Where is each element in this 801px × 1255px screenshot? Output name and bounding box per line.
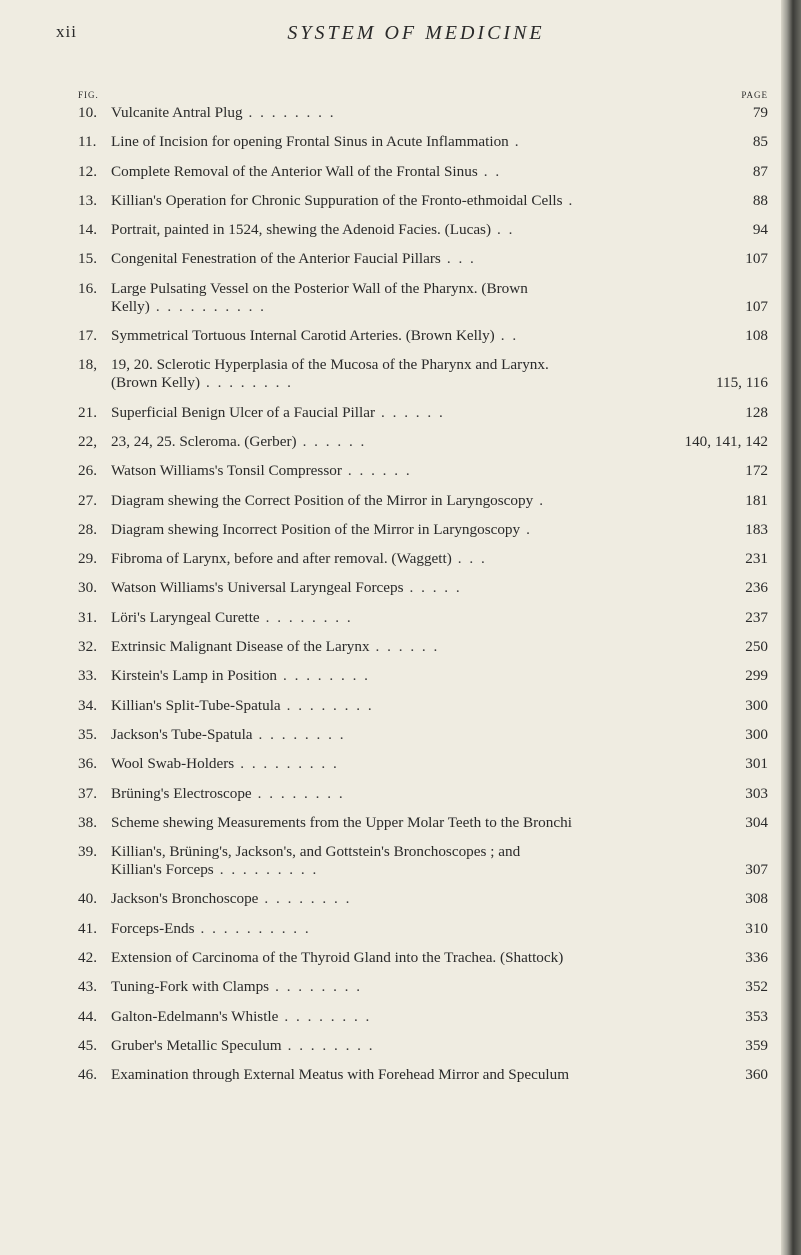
page-reference: 310: [745, 919, 768, 937]
entry-title-line: Line of Incision for opening Frontal Sinus in Acute Inflammation: [111, 133, 509, 151]
book-spine-edge: [781, 0, 801, 1255]
figure-number: 14.: [78, 221, 97, 239]
leader-dots: . . . . . .: [302, 432, 367, 450]
list-item: [78, 755, 768, 773]
page-reference: 307: [745, 861, 768, 879]
list-item: [78, 521, 768, 539]
page-reference: 85: [752, 133, 768, 151]
entry-title-line: Jackson's Tube-Spatula: [111, 725, 253, 743]
entry-title-line: Complete Removal of the Anterior Wall of the Frontal Sinus: [111, 162, 478, 180]
list-item: [78, 697, 768, 715]
figure-number: 17.: [78, 327, 97, 345]
entry-title-line: Forceps-Ends: [111, 919, 195, 937]
entry-title: [111, 1037, 710, 1055]
entry-title: [111, 104, 710, 122]
page-reference: 79: [752, 104, 768, 121]
entry-title-line: Diagram shewing Incorrect Position of the Mirror in Laryngoscopy: [111, 520, 521, 538]
figure-number: 32.: [78, 638, 97, 656]
list-item: [78, 221, 768, 239]
entry-title: [111, 133, 710, 151]
page-reference: 183: [745, 520, 768, 538]
leader-dots: . . .: [457, 550, 487, 568]
entry-title: [111, 949, 710, 967]
figure-number: 39.: [78, 843, 97, 861]
list-item: [78, 978, 768, 996]
page-reference: 88: [752, 191, 768, 209]
list-item: [78, 192, 768, 210]
entry-title-line: Extension of Carcinoma of the Thyroid Gland into the Trachea. (Shattock): [111, 949, 564, 967]
list-item: [78, 492, 768, 510]
entry-title-line: Wool Swab-Holders: [111, 755, 235, 773]
leader-dots: . . . . . . . .: [206, 374, 293, 392]
leader-dots: . . . . . . . . . .: [155, 297, 266, 315]
page-reference: 107: [745, 297, 768, 315]
list-item: [78, 1066, 768, 1084]
list-item: [78, 726, 768, 744]
page-reference: 359: [745, 1036, 768, 1054]
entry-title: [111, 462, 710, 480]
entry-title: [111, 726, 710, 744]
leader-dots: . . . . . . . .: [248, 104, 336, 121]
entry-title-line: Vulcanite Antral Plug: [111, 104, 243, 121]
figure-number: 33.: [78, 667, 97, 685]
entry-title-line: Gruber's Metallic Speculum: [111, 1036, 282, 1054]
figure-number: 40.: [78, 890, 97, 908]
page-reference: 300: [745, 696, 768, 714]
figure-number: 30.: [78, 579, 97, 597]
figure-number: 28.: [78, 520, 97, 538]
figure-number: 41.: [78, 919, 97, 937]
figure-number: 42.: [78, 949, 97, 967]
entry-title-line: Galton-Edelmann's Whistle: [111, 1007, 279, 1025]
leader-dots: .: [539, 491, 546, 509]
page-reference: 172: [745, 462, 768, 480]
figure-number: 26.: [78, 462, 97, 480]
figure-number: 16.: [78, 279, 97, 297]
entry-title: [111, 221, 710, 239]
entry-title: [111, 579, 710, 597]
entry-title: [111, 192, 710, 210]
entry-title-line: Tuning-Fork with Clamps: [111, 978, 270, 996]
entry-title-line: Brüning's Electroscope: [111, 784, 252, 802]
entry-title: [111, 978, 710, 996]
list-item: [78, 462, 768, 480]
entry-title-line: Watson Williams's Universal Laryngeal Forceps: [111, 579, 404, 597]
list-item: [78, 949, 768, 967]
figure-number: 11.: [78, 133, 97, 151]
entry-title: [111, 521, 710, 539]
list-item: [78, 433, 768, 451]
list-item: [78, 404, 768, 422]
figure-number: 44.: [78, 1007, 97, 1025]
leader-dots: . . . . . . . .: [258, 725, 346, 743]
leader-dots: . . . . . .: [375, 638, 440, 656]
entry-title-line: Killian's Forceps: [111, 861, 214, 879]
entry-title-line: Superficial Benign Ulcer of a Faucial Pillar: [111, 403, 376, 421]
list-item: [78, 579, 768, 597]
page-reference: 108: [745, 327, 768, 345]
page-reference: 237: [745, 608, 768, 626]
figure-number: 10.: [78, 104, 97, 121]
figure-number: 18,: [78, 356, 97, 374]
entry-title: [111, 433, 710, 451]
page-reference: 300: [745, 725, 768, 743]
leader-dots: . . . . . .: [381, 403, 445, 421]
figure-number: 35.: [78, 725, 97, 743]
entry-title-line: (Brown Kelly): [111, 374, 200, 392]
leader-dots: . . . . .: [409, 579, 462, 597]
list-item: [78, 1008, 768, 1026]
list-item: [78, 163, 768, 181]
running-title: SYSTEM OF MEDICINE: [287, 22, 545, 44]
leader-dots: . .: [497, 221, 515, 239]
leader-dots: . .: [483, 162, 502, 180]
figure-number: 43.: [78, 978, 97, 996]
list-item: [78, 104, 768, 122]
entry-title: [111, 697, 710, 715]
entry-title-line: Killian's Split-Tube-Spatula: [111, 696, 281, 714]
figure-number: 46.: [78, 1066, 97, 1084]
list-item: [78, 638, 768, 656]
page-reference: 140, 141, 142: [684, 432, 768, 450]
list-item: [78, 785, 768, 803]
entry-title-line: Fibroma of Larynx, before and after removal. (Waggett): [111, 550, 452, 568]
entry-title-line: Portrait, painted in 1524, shewing the Adenoid Facies. (Lucas): [111, 221, 492, 239]
entry-title: [111, 843, 710, 879]
entry-title: [111, 250, 710, 268]
entry-title: [111, 667, 710, 685]
leader-dots: . .: [500, 327, 519, 345]
figure-number: 34.: [78, 696, 97, 714]
leader-dots: .: [526, 520, 532, 538]
page-reference: 352: [745, 978, 768, 996]
illustration-list: [78, 104, 768, 1096]
page-reference: 231: [745, 550, 768, 568]
leader-dots: . . .: [446, 250, 476, 268]
entry-title-line: Large Pulsating Vessel on the Posterior Wall of the Pharynx. (Brown: [111, 279, 528, 297]
entry-title: [111, 492, 710, 510]
figure-number: 27.: [78, 491, 97, 509]
fig-column-heading: FIG.: [78, 90, 99, 100]
page-reference: 94: [752, 221, 768, 239]
page-reference: 87: [752, 162, 768, 180]
leader-dots: . . . . . . . .: [287, 1036, 375, 1054]
page-reference: 107: [745, 250, 768, 268]
entry-title: [111, 356, 710, 392]
leader-dots: . . . . . . . .: [265, 608, 353, 626]
list-item: [78, 890, 768, 908]
list-item: [78, 1037, 768, 1055]
figure-number: 22,: [78, 432, 97, 450]
list-item: [78, 843, 768, 879]
entry-title: [111, 920, 710, 938]
entry-title: [111, 163, 710, 181]
entry-title-line: Examination through External Meatus with Forehead Mirror and Speculum: [111, 1066, 570, 1084]
list-item: [78, 356, 768, 392]
leader-dots: [572, 814, 578, 831]
entry-title: [111, 890, 710, 908]
entry-title-line: Diagram shewing the Correct Position of the Mirror in Laryngoscopy: [111, 491, 534, 509]
list-item: [78, 550, 768, 568]
leader-dots: . . . . . . . . .: [219, 861, 319, 879]
entry-title-line: Löri's Laryngeal Curette: [111, 608, 260, 626]
page-column-heading: PAGE: [741, 90, 768, 100]
leader-dots: . . . . . . . .: [264, 890, 352, 908]
leader-dots: . . . . . . . .: [275, 978, 363, 996]
page-reference: 360: [745, 1066, 768, 1084]
list-item: [78, 667, 768, 685]
entry-title-line: 23, 24, 25. Scleroma. (Gerber): [111, 432, 297, 450]
leader-dots: .: [568, 191, 575, 209]
leader-dots: . . . . . . . .: [257, 784, 345, 802]
list-item: [78, 327, 768, 345]
figure-number: 21.: [78, 403, 97, 421]
page-header: [56, 22, 776, 52]
entry-title-line: Kelly): [111, 297, 150, 315]
list-item: [78, 814, 768, 832]
leader-dots: [563, 949, 569, 966]
entry-title: [111, 1066, 710, 1084]
figure-number: 12.: [78, 162, 97, 180]
page-reference: 115, 116: [715, 374, 768, 392]
list-item: [78, 133, 768, 151]
page-reference: 250: [745, 638, 768, 656]
figure-number: 29.: [78, 550, 97, 568]
leader-dots: . . . . . . . . . .: [200, 919, 311, 937]
entry-title: [111, 327, 710, 345]
entry-title-line: Extrinsic Malignant Disease of the Larynx: [111, 638, 370, 656]
list-item: [78, 250, 768, 268]
page-reference: 304: [745, 813, 768, 831]
entry-title-line: Killian's, Brüning's, Jackson's, and Gottstein's Bronchoscopes ; and: [111, 843, 521, 861]
entry-title-line: Killian's Operation for Chronic Suppuration of the Fronto-ethmoidal Cells: [111, 191, 563, 209]
entry-title-line: Symmetrical Tortuous Internal Carotid Arteries. (Brown Kelly): [111, 327, 495, 345]
entry-title-line: Kirstein's Lamp in Position: [111, 667, 278, 685]
leader-dots: . . . . . . . . .: [240, 755, 339, 773]
entry-title: [111, 609, 710, 627]
figure-number: 13.: [78, 191, 97, 209]
figure-number: 37.: [78, 784, 97, 802]
entry-title: [111, 785, 710, 803]
entry-title: [111, 638, 710, 656]
entry-title-line: Congenital Fenestration of the Anterior Faucial Pillars: [111, 250, 441, 268]
entry-title-line: Scheme shewing Measurements from the Upper Molar Teeth to the Bronchi: [111, 813, 572, 831]
figure-number: 15.: [78, 250, 97, 268]
entry-title: [111, 755, 710, 773]
leader-dots: . . . . . . . .: [283, 667, 370, 685]
list-item: [78, 920, 768, 938]
leader-dots: [569, 1066, 575, 1083]
page-reference: 303: [745, 784, 768, 802]
entry-title: [111, 1008, 710, 1026]
list-item: [78, 280, 768, 316]
page-reference: 353: [745, 1007, 768, 1025]
entry-title-line: Watson Williams's Tonsil Compressor: [111, 462, 342, 480]
entry-title-line: Jackson's Bronchoscope: [111, 890, 259, 908]
figure-number: 36.: [78, 755, 97, 773]
page-reference: 181: [745, 491, 768, 509]
list-item: [78, 609, 768, 627]
entry-title: [111, 814, 710, 832]
page-reference: 336: [745, 949, 768, 967]
figure-number: 38.: [78, 813, 97, 831]
page-reference: 301: [745, 755, 768, 773]
entry-title: [111, 280, 710, 316]
page-number: xii: [56, 22, 77, 41]
page-reference: 128: [745, 403, 768, 421]
leader-dots: . . . . . . . .: [284, 1007, 372, 1025]
entry-title: [111, 550, 710, 568]
page-reference: 236: [745, 579, 768, 597]
leader-dots: . . . . . .: [347, 462, 412, 480]
figure-number: 45.: [78, 1036, 97, 1054]
page-reference: 299: [745, 667, 768, 685]
figure-number: 31.: [78, 608, 97, 626]
entry-title: [111, 404, 710, 422]
leader-dots: .: [514, 133, 521, 151]
column-headings: [78, 90, 768, 104]
entry-title-line: 19, 20. Sclerotic Hyperplasia of the Mucosa of the Pharynx and Larynx.: [111, 356, 549, 374]
leader-dots: . . . . . . . .: [286, 696, 374, 714]
page-reference: 308: [745, 890, 768, 908]
